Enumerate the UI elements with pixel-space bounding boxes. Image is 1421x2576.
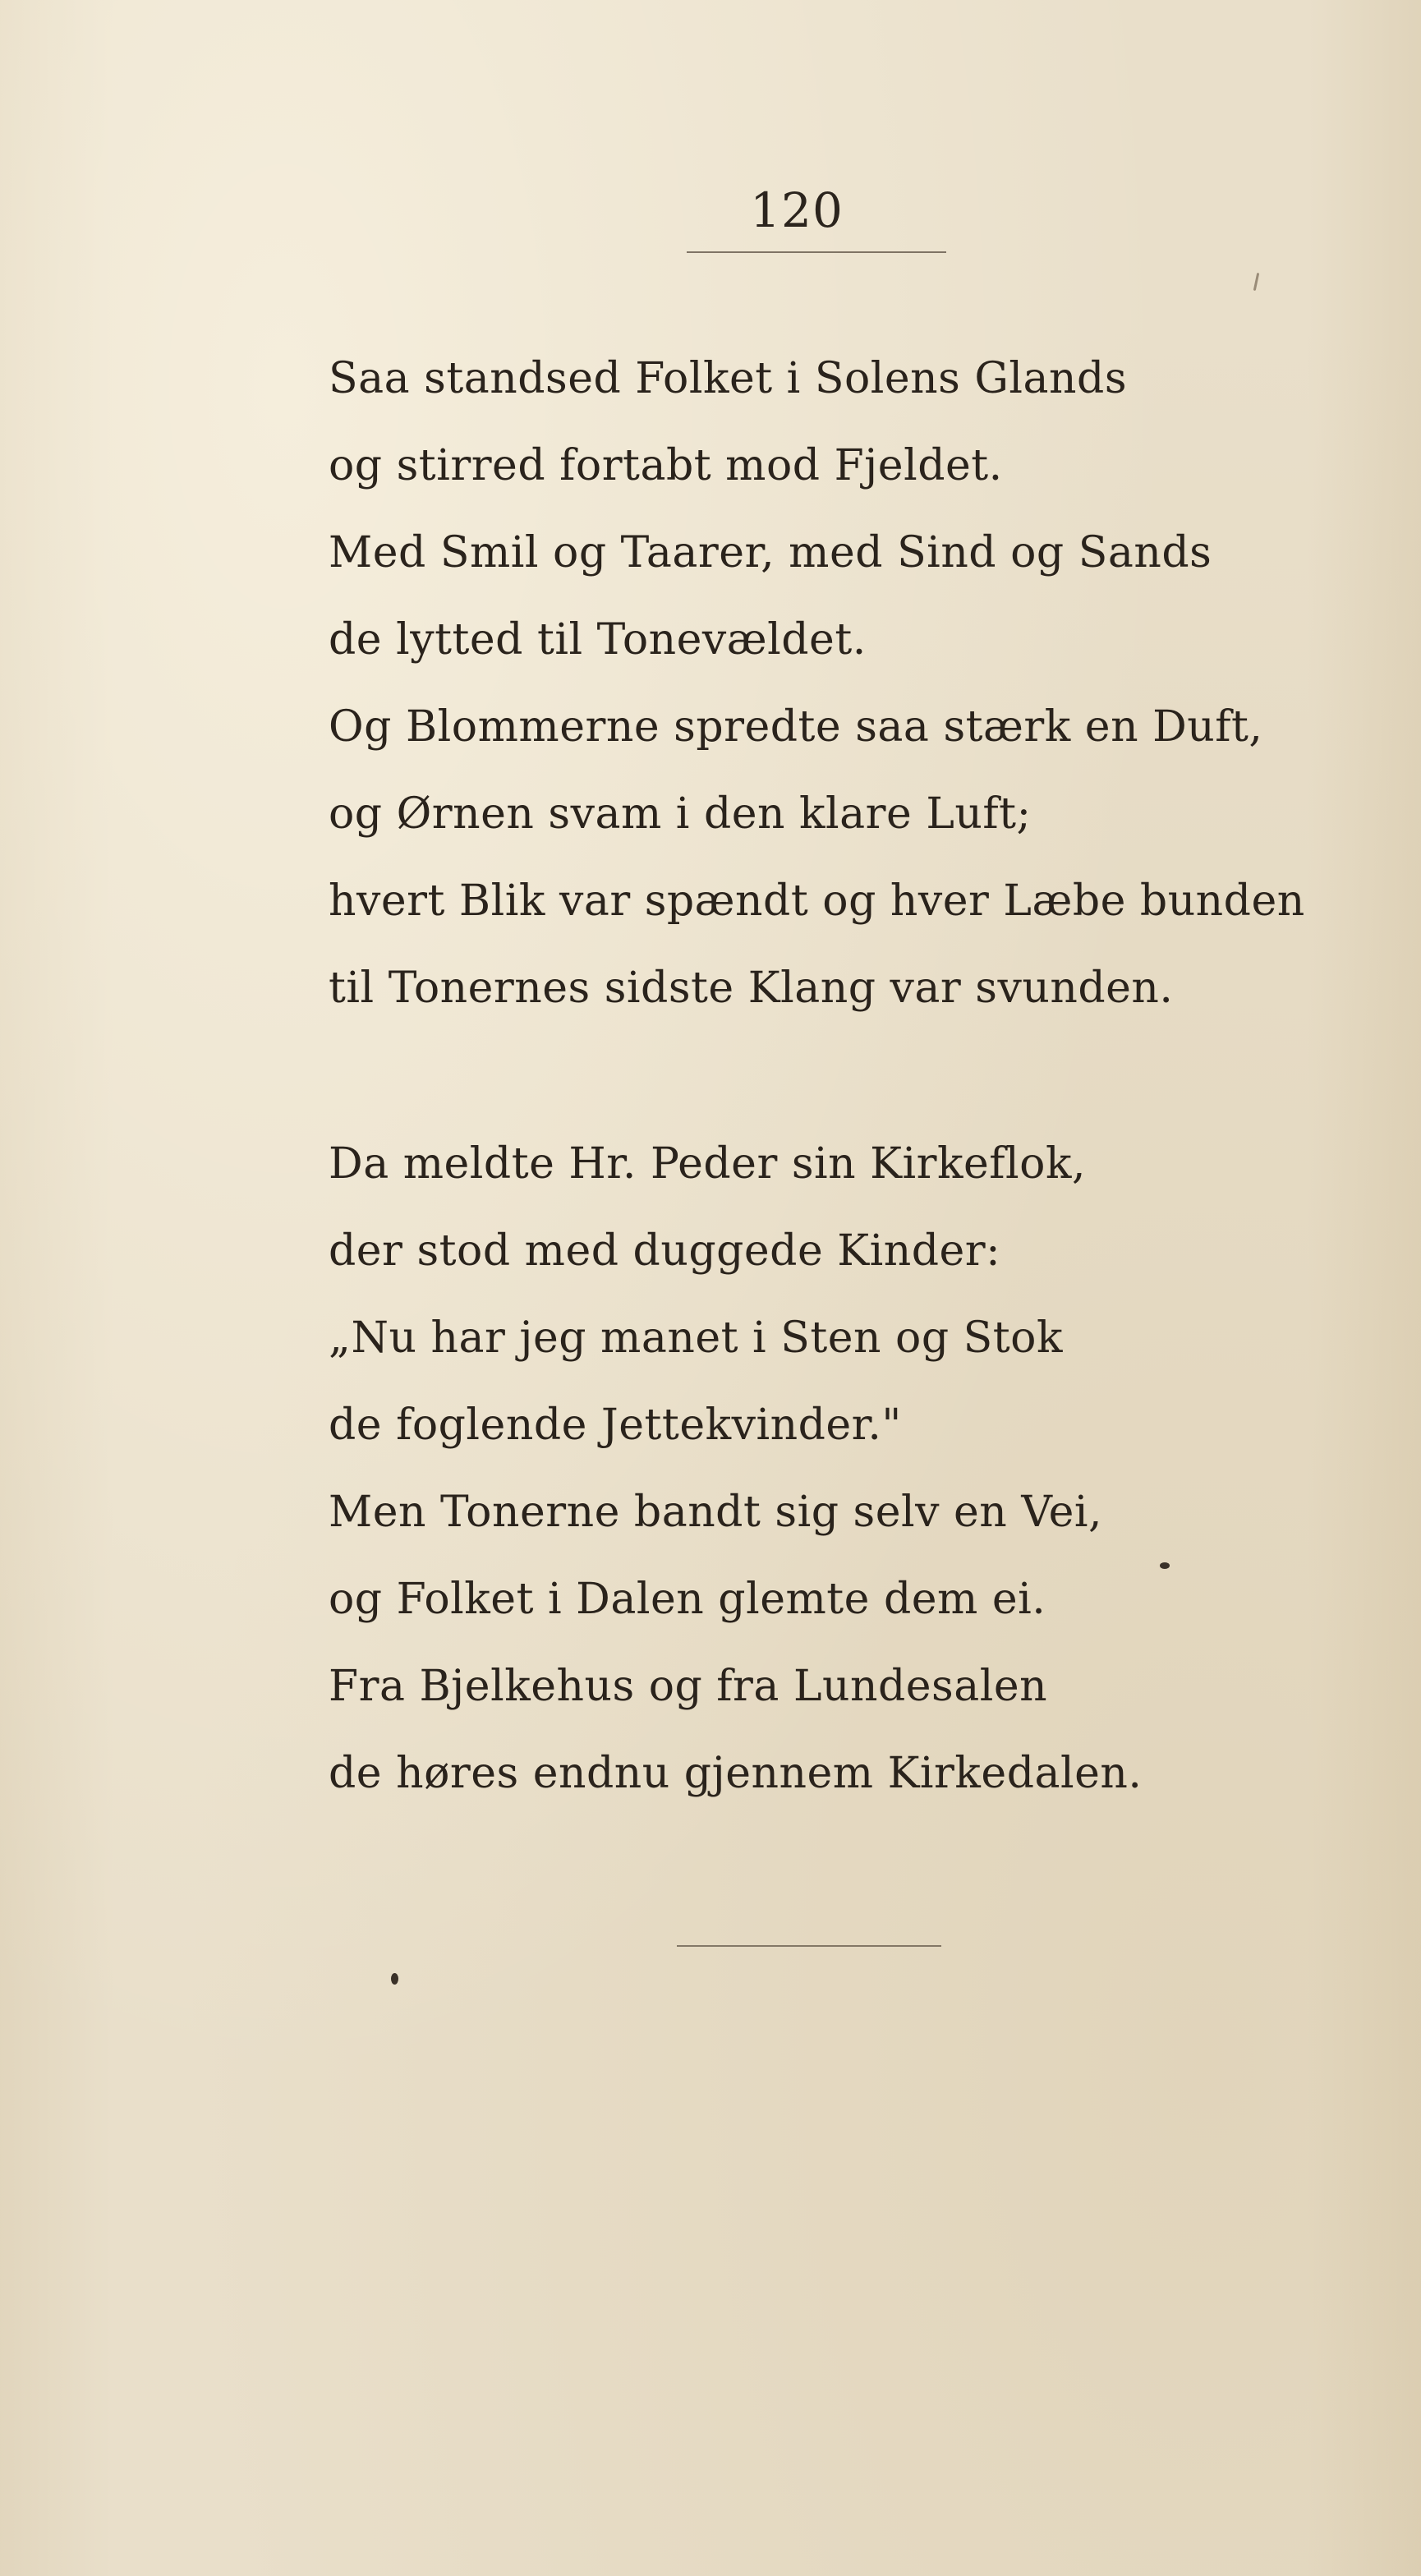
verse-line: de lytted til Tonevældet. [329, 615, 867, 665]
verse-line: Og Blommerne spredte saa stærk en Duft, [329, 702, 1263, 752]
verse-line: og stirred fortabt mod Fjeldet. [329, 441, 1003, 490]
ink-speck [391, 1973, 398, 1985]
end-rule [677, 1945, 941, 1947]
verse-line: de høres endnu gjennem Kirkedalen. [329, 1749, 1143, 1798]
verse-line: til Tonernes sidste Klang var svunden. [329, 964, 1174, 1013]
stanza-1 [329, 335, 1305, 1032]
ink-speck [1160, 1562, 1170, 1569]
verse-line: „Nu har jeg manet i Sten og Stok [329, 1313, 1063, 1363]
paper-mark [1253, 273, 1260, 291]
stanza-2 [329, 1120, 1281, 1817]
verse-line: og Ørnen svam i den klare Luft; [329, 789, 1032, 839]
header-rule [687, 251, 946, 253]
verse-line: Men Tonerne bandt sig selv en Vei, [329, 1488, 1103, 1537]
verse-line: og Folket i Dalen glemte dem ei. [329, 1575, 1046, 1624]
verse-line: Med Smil og Taarer, med Sind og Sands [329, 528, 1212, 577]
page-number: 120 [750, 182, 844, 238]
verse-line: Fra Bjelkehus og fra Lundesalen [329, 1662, 1048, 1711]
verse-line: Da meldte Hr. Peder sin Kirkeflok, [329, 1139, 1087, 1189]
verse-line: der stod med duggede Kinder: [329, 1226, 1001, 1276]
verse-line: hvert Blik var spændt og hver Læbe bunden [329, 876, 1305, 926]
verse-line: Saa standsed Folket i Solens Glands [329, 354, 1128, 403]
verse-line: de foglende Jettekvinder." [329, 1401, 902, 1450]
